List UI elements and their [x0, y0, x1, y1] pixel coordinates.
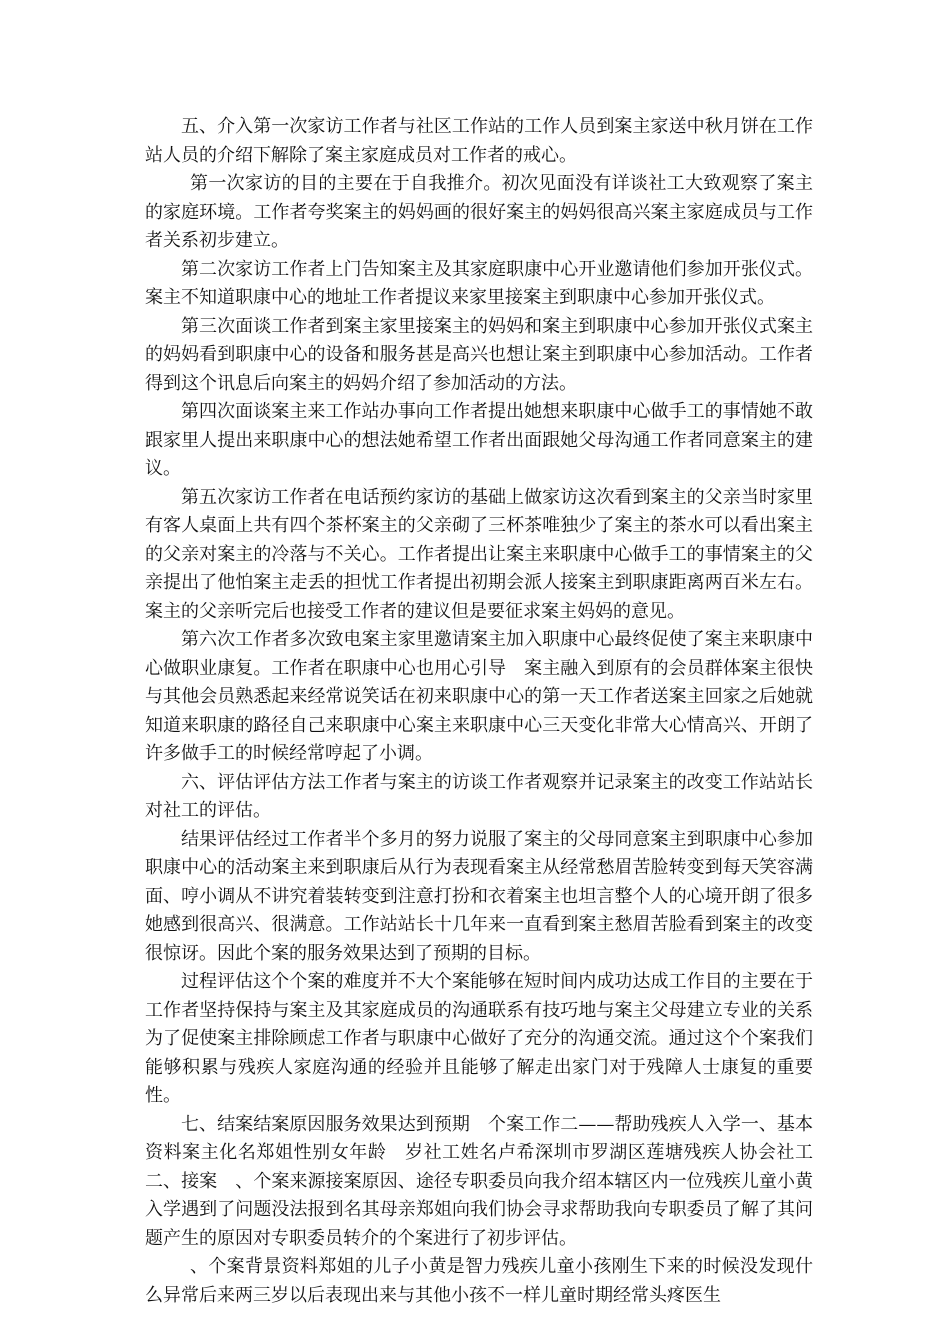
- paragraph-sixth-contact: 第六次工作者多次致电案主家里邀请案主加入职康中心最终促使了案主来职康中心做职业康复。工作者在职康中心也用心引导 案主融入到原有的会员群体案主很快与其他会员熟悉起来经常说笑话在初来职康中心的第一天工作者送案主回家之后她就知道来职康的路径自己来职康中心案主来职康中心三天变化非常大心情高兴、开朗了许多做手工的时候经常哼起了小调。: [145, 629, 813, 764]
- paragraph-second-visit: 第二次家访工作者上门告知案主及其家庭职康中心开业邀请他们参加开张仪式。案主不知道职康中心的地址工作者提议来家里接案主到职康中心参加开张仪式。: [145, 258, 813, 308]
- paragraph-process-evaluation: 过程评估这个个案的难度并不大个案能够在短时间内成功达成工作目的主要在于工作者坚持保持与案主及其家庭成员的沟通联系有技巧地与案主父母建立专业的关系为了促使案主排除顾虑工作者与职康中心做好了充分的沟通交流。通过这个个案我们能够积累与残疾人家庭沟通的经验并且能够了解走出家门对于残障人士康复的重要性。: [145, 971, 813, 1106]
- paragraph-case-background: 、个案背景资料郑姐的儿子小黄是智力残疾儿童小孩刚生下来的时候没发现什么异常后来两三岁以后表现出来与其他小孩不一样儿童时期经常头疼医生: [145, 1256, 813, 1306]
- paragraph-first-visit-purpose: 第一次家访的目的主要在于自我推介。初次见面没有详谈社工大致观察了案主的家庭环境。工作者夸奖案主的妈妈画的很好案主的妈妈很高兴案主家庭成员与工作者关系初步建立。: [145, 173, 813, 251]
- paragraph-evaluation-methods: 六、评估评估方法工作者与案主的访谈工作者观察并记录案主的改变工作站站长对社工的评估。: [145, 771, 813, 821]
- paragraph-intervention-first-visit: 五、介入第一次家访工作者与社区工作站的工作人员到案主家送中秋月饼在工作站人员的介绍下解除了案主家庭成员对工作者的戒心。: [145, 116, 813, 166]
- paragraph-third-interview: 第三次面谈工作者到案主家里接案主的妈妈和案主到职康中心参加开张仪式案主的妈妈看到职康中心的设备和服务甚是高兴也想让案主到职康中心参加活动。工作者得到这个讯息后向案主的妈妈介绍了参加活动的方法。: [145, 315, 813, 394]
- paragraph-fourth-interview: 第四次面谈案主来工作站办事向工作者提出她想来职康中心做手工的事情她不敢跟家里人提出来职康中心的想法她希望工作者出面跟她父母沟通工作者同意案主的建议。: [145, 401, 813, 479]
- document-body: [145, 113, 813, 1310]
- paragraph-case-closure: 七、结案结案原因服务效果达到预期 个案工作二——帮助残疾人入学一、基本资料案主化名郑姐性别女年龄 岁社工姓名卢希深圳市罗湖区莲塘残疾人协会社工二、接案 、个案来源接案原因、途径专职委员向我介绍本辖区内一位残疾儿童小黄入学遇到了问题没法报到名其母亲郑姐向我们协会寻求帮助我向专职委员了解了其问题产生的原因对专职委员转介的个案进行了初步评估。: [145, 1113, 813, 1249]
- paragraph-fifth-visit: 第五次家访工作者在电话预约家访的基础上做家访这次看到案主的父亲当时家里有客人桌面上共有四个茶杯案主的父亲砌了三杯茶唯独少了案主的茶水可以看出案主的父亲对案主的冷落与不关心。工作者提出让案主来职康中心做手工的事情案主的父亲提出了他怕案主走丢的担忧工作者提出初期会派人接案主到职康距离两百米左右。案主的父亲听完后也接受工作者的建议但是要征求案主妈妈的意见。: [145, 486, 813, 622]
- paragraph-outcome-evaluation: 结果评估经过工作者半个多月的努力说服了案主的父母同意案主到职康中心参加职康中心的活动案主来到职康后从行为表现看案主从经常愁眉苦脸转变到每天笑容满面、哼小调从不讲究着装转变到注意打扮和衣着案主也坦言整个人的心境开朗了很多她感到很高兴、很满意。工作站站长十几年来一直看到案主愁眉苦脸看到案主的改变很惊讶。因此个案的服务效果达到了预期的目标。: [145, 828, 813, 964]
